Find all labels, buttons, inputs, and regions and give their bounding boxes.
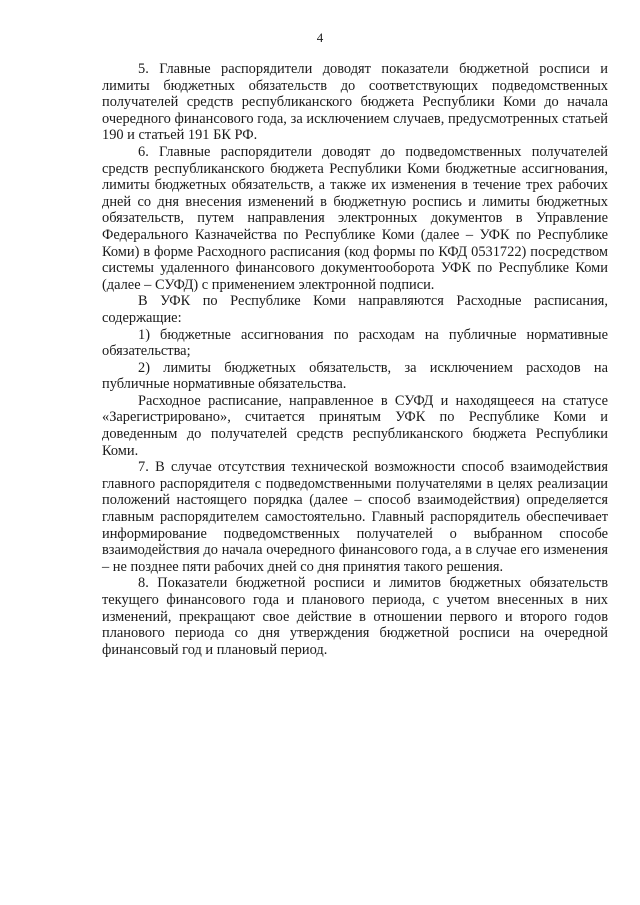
paragraph-item-6: 6. Главные распорядители доводят до подведомственных получателей средств республиканского бюджета Республики Коми бюджетные ассигнования, лимиты бюджетных обязательств, а также их изменения в течение трех рабочих дней со дня внесения изменений в бюджетную роспись и лимиты бюджетных обязательств, путем направления электронных документов в Управление Федерального Казначейства по Республике Коми (далее – УФК по Республике Коми) в форме Расходного расписания (код формы по КФД 0531722) посредством системы удаленного финансового документооборота УФК по Республике Коми (далее – СУФД) с применением электронной подписи. — [102, 143, 608, 293]
paragraph-item-5: 5. Главные распорядители доводят показатели бюджетной росписи и лимиты бюджетных обязательств до соответствующих подведомственных получателей средств республиканского бюджета Республики Коми до начала очередного финансового года, за исключением случаев, предусмотренных статьей 190 и статьей 191 БК РФ. — [102, 61, 608, 144]
paragraph-expense-schedules: В УФК по Республике Коми направляются Расходные расписания, содержащие: — [102, 293, 608, 326]
document-body — [102, 61, 608, 658]
paragraph-item-8: 8. Показатели бюджетной росписи и лимитов бюджетных обязательств текущего финансового года и планового периода, с учетом внесенных в них изменений, прекращают свое действие в отношении первого и второго годов планового периода со дня утверждения бюджетной росписи на очередной финансовый год и плановый период. — [102, 575, 608, 658]
paragraph-subitem-2: 2) лимиты бюджетных обязательств, за исключением расходов на публичные нормативные обязательства. — [102, 359, 608, 393]
paragraph-item-7: 7. В случае отсутствия технической возможности способ взаимодействия главного распорядителя с подведомственными получателями в целях реализации положений настоящего порядка (далее – способ взаимодействия) определяется главным распорядителем самостоятельно. Главный распорядитель обеспечивает информирование подведомственных получателей о выбранном способе взаимодействия до начала очередного финансового года, а в случае его изменения – не позднее пяти рабочих дней со дня принятия такого решения. — [102, 459, 608, 575]
paragraph-subitem-1: 1) бюджетные ассигнования по расходам на публичные нормативные обязательства; — [102, 326, 608, 360]
page-number: 4 — [316, 30, 324, 45]
paragraph-registered-status: Расходное расписание, направленное в СУФД и находящееся на статусе «Зарегистрировано», считается принятым УФК по Республике Коми и доведенным до получателей средств республиканского бюджета Республики Коми. — [102, 392, 608, 459]
